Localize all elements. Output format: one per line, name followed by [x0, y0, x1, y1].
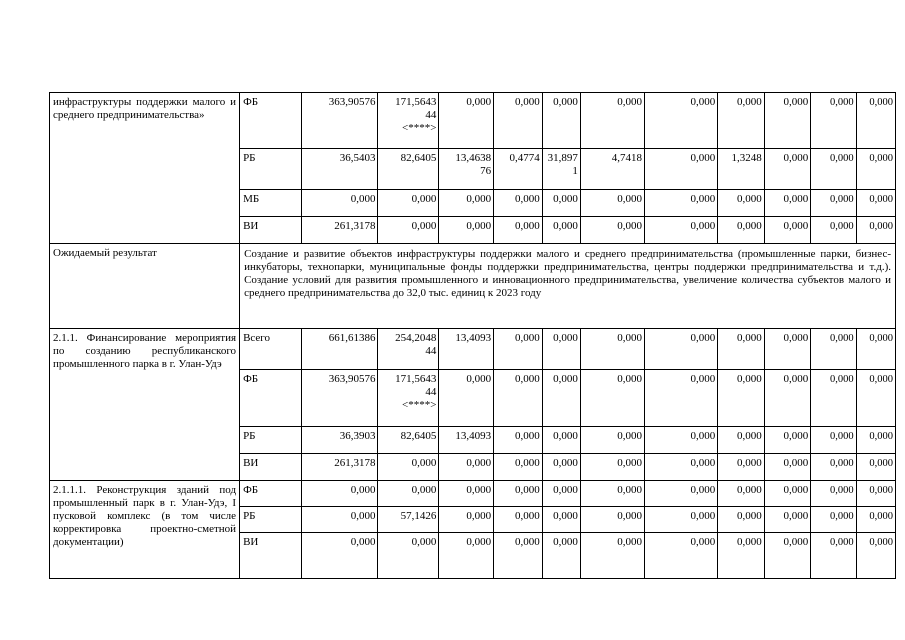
value-cell: 0,000: [580, 217, 644, 244]
value-cell: 0,000: [378, 533, 439, 579]
table-body: [50, 93, 896, 579]
value-cell: 0,000: [764, 217, 810, 244]
value-cell: 0,000: [542, 190, 580, 217]
value-cell: 82,6405: [378, 149, 439, 190]
value-cell: 0,000: [856, 217, 895, 244]
value-cell: 0,000: [811, 454, 856, 481]
value-cell: 363,90576: [302, 93, 378, 149]
value-cell: 0,000: [856, 329, 895, 370]
value-cell: 0,000: [439, 533, 494, 579]
value-cell: 0,000: [718, 190, 764, 217]
funding-source-cell: ВИ: [240, 454, 302, 481]
value-cell: 0,000: [644, 454, 717, 481]
value-cell: 0,000: [542, 481, 580, 507]
value-cell: 0,000: [856, 507, 895, 533]
value-cell: 0,000: [856, 93, 895, 149]
value-cell: 0,000: [811, 149, 856, 190]
activity-name-cell: 2.1.1.1. Реконструкция зданий под промышленный парк в г. Улан-Удэ, I пусковой комплекс (в том числе корректировка проектно-сметной документации): [50, 481, 240, 579]
value-cell: 0,000: [764, 93, 810, 149]
value-cell: 363,90576: [302, 370, 378, 427]
value-cell: 0,000: [811, 370, 856, 427]
value-cell: 0,000: [764, 190, 810, 217]
activity-name-cell: инфраструктуры поддержки малого и среднего предпринимательства»: [50, 93, 240, 244]
value-cell: 0,4774: [494, 149, 543, 190]
funding-source-cell: РБ: [240, 507, 302, 533]
value-cell: 0,000: [764, 329, 810, 370]
funding-source-cell: ВИ: [240, 533, 302, 579]
funding-source-cell: ФБ: [240, 481, 302, 507]
value-cell: 0,000: [811, 481, 856, 507]
funding-source-cell: ФБ: [240, 93, 302, 149]
value-cell: 0,000: [439, 190, 494, 217]
value-cell: 4,7418: [580, 149, 644, 190]
value-cell: 0,000: [439, 454, 494, 481]
value-cell: 0,000: [644, 149, 717, 190]
value-cell: 0,000: [644, 427, 717, 454]
value-cell: 0,000: [494, 481, 543, 507]
value-cell: 0,000: [811, 533, 856, 579]
value-cell: 13,4093: [439, 329, 494, 370]
value-cell: 0,000: [302, 507, 378, 533]
value-cell: 0,000: [718, 217, 764, 244]
value-cell: 0,000: [718, 427, 764, 454]
value-cell: 0,000: [718, 454, 764, 481]
value-cell: 0,000: [580, 533, 644, 579]
value-cell: 0,000: [494, 454, 543, 481]
value-cell: 0,000: [542, 217, 580, 244]
value-cell: 0,000: [580, 427, 644, 454]
value-cell: 0,000: [580, 454, 644, 481]
value-cell: 0,000: [542, 93, 580, 149]
value-cell: 0,000: [644, 217, 717, 244]
value-cell: 0,000: [856, 481, 895, 507]
value-cell: 0,000: [764, 427, 810, 454]
value-cell: 661,61386: [302, 329, 378, 370]
value-cell: 0,000: [811, 190, 856, 217]
funding-source-cell: МБ: [240, 190, 302, 217]
value-cell: 1,3248: [718, 149, 764, 190]
table-row: [50, 481, 896, 507]
value-cell: 0,000: [302, 533, 378, 579]
value-cell: 0,000: [718, 507, 764, 533]
value-cell: 0,000: [644, 370, 717, 427]
value-cell: 0,000: [378, 481, 439, 507]
value-cell: 36,3903: [302, 427, 378, 454]
value-cell: 0,000: [856, 454, 895, 481]
value-cell: 0,000: [811, 329, 856, 370]
table-row: [50, 244, 896, 329]
value-cell: 0,000: [378, 190, 439, 217]
table-row: [50, 329, 896, 370]
value-cell: 0,000: [494, 427, 543, 454]
expected-result-text: Создание и развитие объектов инфраструктуры поддержки малого и среднего предпринимательства (промышленные парки, бизнес-инкубаторы, технопарки, муниципальные фонды поддержки предпринимательства, центры поддержки предпринимательства и т.д.). Создание условий для развития промышленного и инновационного предпринимательства, увеличение количества субъектов малого и среднего предпринимательства до 32,0 тыс. единиц к 2023 году: [240, 244, 896, 329]
value-cell: 0,000: [644, 93, 717, 149]
value-cell: 31,897 1: [542, 149, 580, 190]
funding-source-cell: Всего: [240, 329, 302, 370]
funding-source-cell: РБ: [240, 149, 302, 190]
value-cell: 36,5403: [302, 149, 378, 190]
value-cell: 0,000: [378, 217, 439, 244]
value-cell: 0,000: [580, 190, 644, 217]
table-row: [50, 93, 896, 149]
value-cell: 0,000: [302, 190, 378, 217]
value-cell: 0,000: [764, 454, 810, 481]
value-cell: 0,000: [644, 329, 717, 370]
value-cell: 0,000: [494, 190, 543, 217]
value-cell: 0,000: [718, 533, 764, 579]
value-cell: 0,000: [811, 507, 856, 533]
value-cell: 0,000: [764, 481, 810, 507]
value-cell: 0,000: [542, 454, 580, 481]
value-cell: 0,000: [494, 370, 543, 427]
value-cell: 0,000: [856, 190, 895, 217]
value-cell: 82,6405: [378, 427, 439, 454]
funding-source-cell: ВИ: [240, 217, 302, 244]
value-cell: 0,000: [764, 507, 810, 533]
value-cell: 0,000: [378, 454, 439, 481]
value-cell: 0,000: [542, 427, 580, 454]
budget-table: [49, 92, 896, 579]
value-cell: 0,000: [439, 507, 494, 533]
value-cell: 13,4638 76: [439, 149, 494, 190]
value-cell: 0,000: [580, 481, 644, 507]
value-cell: 261,3178: [302, 454, 378, 481]
value-cell: 0,000: [494, 93, 543, 149]
value-cell: 261,3178: [302, 217, 378, 244]
funding-source-cell: ФБ: [240, 370, 302, 427]
value-cell: 0,000: [439, 217, 494, 244]
value-cell: 0,000: [644, 481, 717, 507]
value-cell: 13,4093: [439, 427, 494, 454]
value-cell: 0,000: [542, 507, 580, 533]
value-cell: 0,000: [856, 427, 895, 454]
value-cell: 0,000: [494, 329, 543, 370]
value-cell: 0,000: [439, 481, 494, 507]
value-cell: 0,000: [644, 533, 717, 579]
value-cell: 0,000: [856, 370, 895, 427]
value-cell: 0,000: [494, 507, 543, 533]
value-cell: 0,000: [644, 190, 717, 217]
value-cell: 254,2048 44: [378, 329, 439, 370]
value-cell: 0,000: [644, 507, 717, 533]
value-cell: 0,000: [542, 329, 580, 370]
value-cell: 0,000: [494, 533, 543, 579]
expected-result-label: Ожидаемый результат: [50, 244, 240, 329]
value-cell: 0,000: [580, 329, 644, 370]
value-cell: 0,000: [494, 217, 543, 244]
value-cell: 0,000: [580, 370, 644, 427]
value-cell: 0,000: [580, 507, 644, 533]
value-cell: 57,1426: [378, 507, 439, 533]
value-cell: 0,000: [811, 93, 856, 149]
value-cell: 0,000: [718, 481, 764, 507]
value-cell: 0,000: [542, 533, 580, 579]
value-cell: 0,000: [856, 149, 895, 190]
value-cell: 0,000: [302, 481, 378, 507]
value-cell: 0,000: [764, 149, 810, 190]
value-cell: 0,000: [718, 93, 764, 149]
value-cell: 0,000: [718, 329, 764, 370]
activity-name-cell: 2.1.1. Финансирование мероприятия по созданию республиканского промышленного парка в г. Улан-Удэ: [50, 329, 240, 481]
value-cell: 0,000: [580, 93, 644, 149]
value-cell: 0,000: [811, 427, 856, 454]
value-cell: 171,5643 44 <****>: [378, 370, 439, 427]
value-cell: 0,000: [718, 370, 764, 427]
value-cell: 0,000: [439, 370, 494, 427]
value-cell: 0,000: [811, 217, 856, 244]
value-cell: 171,5643 44 <****>: [378, 93, 439, 149]
value-cell: 0,000: [764, 533, 810, 579]
value-cell: 0,000: [764, 370, 810, 427]
funding-source-cell: РБ: [240, 427, 302, 454]
value-cell: 0,000: [542, 370, 580, 427]
value-cell: 0,000: [856, 533, 895, 579]
value-cell: 0,000: [439, 93, 494, 149]
